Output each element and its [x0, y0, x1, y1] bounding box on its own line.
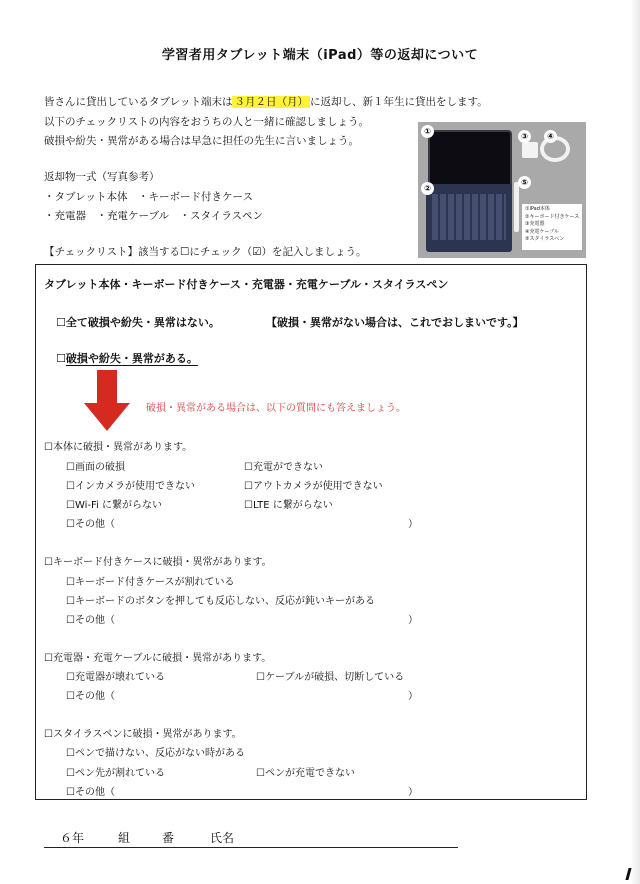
- ipad-image: [428, 130, 512, 191]
- no-issue-checkbox-label[interactable]: ☐全て破損や紛失・異常はない。: [56, 316, 220, 329]
- intro-line-3: 破損や紛失・異常がある場合は早急に担任の先生に言いましょう。: [44, 135, 359, 147]
- class-label: 組: [118, 831, 131, 845]
- keyboard-issue-checkbox[interactable]: ☐キーボード付きケースに破損・異常があります。: [44, 557, 272, 568]
- charger-issue-checkbox[interactable]: ☐充電器・充電ケーブルに破損・異常があります。: [44, 653, 272, 664]
- stylus-pen-image: [514, 182, 519, 232]
- key-unresponsive-checkbox[interactable]: ☐キーボードのボタンを押しても反応しない、反応が鈍いキーがある: [66, 596, 375, 607]
- photo-legend: [522, 204, 582, 250]
- pen-other-paren: ）: [408, 787, 418, 798]
- has-issue-checkbox[interactable]: ☐: [56, 352, 66, 365]
- keyboard-keys: [432, 194, 506, 240]
- legend-item: ⑤スタイラスペン: [525, 236, 565, 242]
- photo-number-5: ⑤: [518, 176, 531, 189]
- intro-line-1-after: に返却し、新１年生に貸出をします。: [309, 96, 488, 108]
- checklist-box: [35, 264, 587, 800]
- screen-damage-checkbox[interactable]: ☐画面の破損: [66, 462, 125, 473]
- photo-number-1: ①: [421, 125, 434, 138]
- page-title: 学習者用タブレット端末（iPad）等の返却について: [161, 48, 479, 63]
- student-name-line[interactable]: [44, 827, 458, 848]
- pen-cannot-draw-checkbox[interactable]: ☐ペンで描けない、反応がない時がある: [66, 748, 245, 759]
- legend-item: ①iPad本体: [525, 206, 550, 212]
- down-arrow-icon: [82, 370, 132, 432]
- equipment-photo: [418, 122, 586, 258]
- body-other-paren: ）: [408, 519, 418, 530]
- return-items-row-2: ・充電器 ・充電ケーブル ・スタイラスペン: [44, 210, 264, 222]
- return-items-heading: 返却物一式（写真参考）: [44, 171, 160, 183]
- charger-other-paren: ）: [408, 691, 418, 702]
- intro-line-1: [44, 93, 488, 113]
- photo-number-3: ③: [518, 130, 531, 143]
- legend-item: ③充電器: [525, 221, 545, 227]
- charger-image: [522, 142, 538, 158]
- checklist-heading: タブレット本体・キーボード付きケース・充電器・充電ケーブル・スタイラスペン: [44, 278, 449, 291]
- front-camera-checkbox[interactable]: ☐インカメラが使用できない: [66, 481, 195, 492]
- grade-label: ６年: [60, 831, 85, 845]
- body-issue-checkbox[interactable]: ☐本体に破損・異常があります。: [44, 442, 193, 453]
- issue-instruction: 破損・異常がある場合は、以下の質問にも答えましょう。: [146, 403, 406, 414]
- has-issue-label: 破損や紛失・異常がある。: [65, 352, 198, 365]
- pen-cannot-charge-checkbox[interactable]: ☐ペンが充電できない: [256, 768, 355, 779]
- name-label: 氏名: [210, 831, 235, 845]
- case-cracked-checkbox[interactable]: ☐キーボード付きケースが割れている: [66, 577, 235, 588]
- charger-broken-checkbox[interactable]: ☐充電器が壊れている: [66, 672, 165, 683]
- photo-number-4: ④: [544, 130, 557, 143]
- legend-item: ②キーボード付きケース: [525, 213, 580, 220]
- no-issue-note: 【破損・異常がない場合は、これでおしまいです。】: [266, 316, 524, 329]
- rear-camera-checkbox[interactable]: ☐アウトカメラが使用できない: [244, 481, 383, 492]
- has-issue-option[interactable]: [56, 350, 198, 366]
- charger-other-checkbox[interactable]: ☐その他（: [66, 691, 115, 702]
- number-label: 番: [162, 831, 175, 845]
- pen-tip-cracked-checkbox[interactable]: ☐ペン先が割れている: [66, 768, 165, 779]
- photo-number-2: ②: [421, 182, 434, 195]
- keyboard-case-image: [426, 184, 512, 252]
- legend-item: ④充電ケーブル: [525, 228, 560, 235]
- intro-line-1-before: 皆さんに貸出しているタブレット端末は: [44, 96, 233, 108]
- return-date-highlight: ３月２日（月）: [234, 96, 308, 108]
- cable-damaged-checkbox[interactable]: ☐ケーブルが破損、切断している: [256, 672, 405, 683]
- body-other-checkbox[interactable]: ☐その他（: [66, 519, 115, 530]
- return-items-row-1: ・タブレット本体 ・キーボード付きケース: [44, 190, 253, 203]
- keyboard-other-paren: ）: [408, 615, 418, 626]
- pen-other-checkbox[interactable]: ☐その他（: [66, 787, 115, 798]
- cannot-charge-checkbox[interactable]: ☐充電ができない: [244, 462, 323, 473]
- pen-issue-checkbox[interactable]: ☐スタイラスペンに破損・異常があります。: [44, 729, 242, 740]
- wifi-checkbox[interactable]: ☐Wi-Fi に繋がらない: [66, 500, 163, 511]
- return-items-list: [44, 168, 263, 227]
- page-edge-shadow: [630, 0, 640, 884]
- intro-line-2: 以下のチェックリストの内容をおうちの人と一緒に確認しましょう。: [44, 115, 369, 128]
- keyboard-other-checkbox[interactable]: ☐その他（: [66, 615, 115, 626]
- checklist-instruction: 【チェックリスト】該当する☐にチェック（☑）を記入しましょう。: [44, 246, 367, 258]
- lte-checkbox[interactable]: ☐LTE に繋がらない: [244, 500, 333, 511]
